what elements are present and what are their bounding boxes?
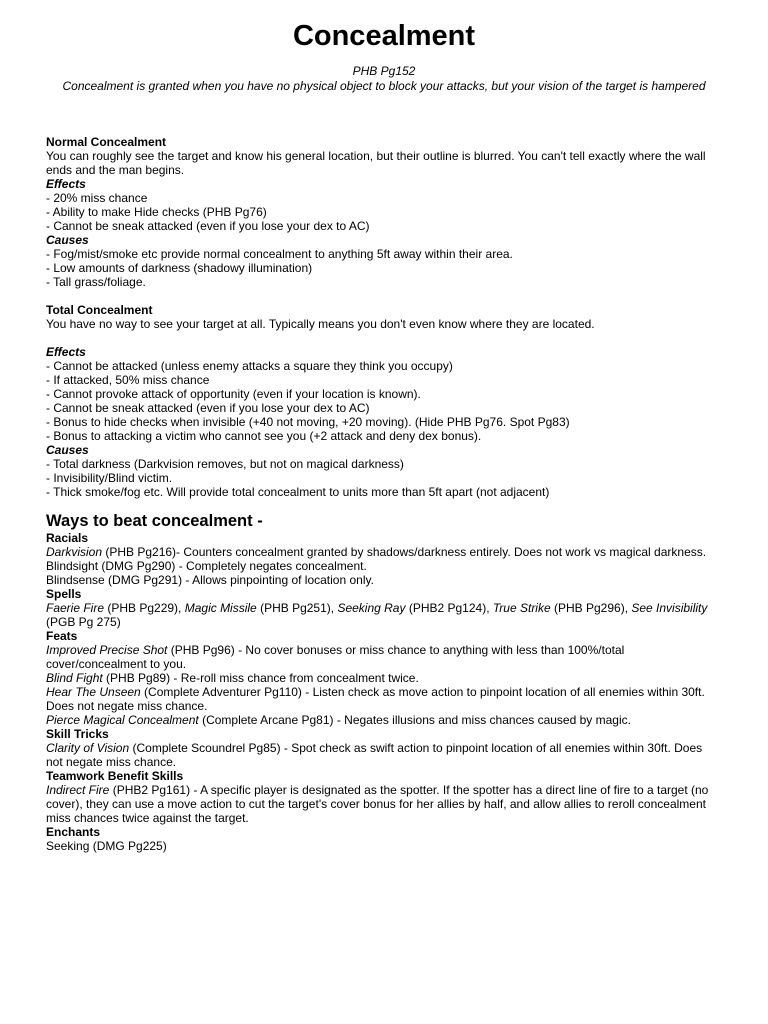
list-item: - Ability to make Hide checks (PHB Pg76) — [46, 205, 267, 219]
normal-causes-heading: Causes — [46, 233, 89, 247]
intro-reference: PHB Pg152 — [352, 64, 416, 78]
feat-name: Blind Fight — [46, 671, 103, 685]
list-item: - Cannot provoke attack of opportunity (even if your location is known). — [46, 387, 421, 401]
total-effects-heading: Effects — [46, 345, 86, 359]
teamwork-heading: Teamwork Benefit Skills — [46, 769, 184, 783]
list-item: - Cannot be attacked (unless enemy attacks a square they think you occupy) — [46, 359, 453, 373]
feat-name: Improved Precise Shot — [46, 643, 168, 657]
darkvision-text: (PHB Pg216)- Counters concealment granted by shadows/darkness entirely. Does not work vs magical darkness. — [102, 545, 707, 559]
darkvision-name: Darkvision — [46, 545, 103, 559]
racial-darkvision — [46, 545, 716, 559]
spell-ref: (PHB Pg229), — [104, 601, 185, 615]
list-item: - Bonus to attacking a victim who cannot see you (+2 attack and deny dex bonus). — [46, 429, 482, 443]
feats-heading: Feats — [46, 629, 78, 643]
teamwork-text: (PHB2 Pg161) - A specific player is designated as the spotter. If the spotter has a direct line of fire to a target (no cover), they can use a move action to cut the target's cover bonus for her allies by half, and allow allies to reroll concealment miss chances twice against the target. — [46, 783, 709, 825]
list-item: - Thick smoke/fog etc. Will provide total concealment to units more than 5ft apart (not adjacent) — [46, 485, 550, 499]
intro-text: Concealment is granted when you have no physical object to block your attacks, but your vision of the target is hampered — [62, 78, 706, 93]
spell-faerie-fire: Faerie Fire — [46, 601, 105, 615]
feat-pierce-magical-concealment — [46, 713, 716, 727]
racial-blindsense: Blindsense (DMG Pg291) - Allows pinpointing of location only. — [46, 573, 374, 587]
skill-trick-name: Clarity of Vision — [46, 741, 130, 755]
list-item: - Invisibility/Blind victim. — [46, 471, 173, 485]
list-item: - Tall grass/foliage. — [46, 275, 146, 289]
feat-blind-fight — [46, 671, 716, 685]
spell-ref: (PHB Pg296), — [550, 601, 632, 615]
enchants-heading: Enchants — [46, 825, 101, 839]
list-item: - Total darkness (Darkvision removes, but not on magical darkness) — [46, 457, 404, 471]
total-concealment-description: You have no way to see your target at all. Typically means you don't even know where they are located. — [46, 317, 595, 331]
total-concealment-heading: Total Concealment — [46, 303, 153, 317]
skill-trick-text: (Complete Scoundrel Pg85) - Spot check as swift action to pinpoint location of all enemies within 30ft. Does not negate miss chance. — [46, 741, 703, 769]
spacer — [46, 289, 716, 303]
racial-blindsight: Blindsight (DMG Pg290) - Completely negates concealment. — [46, 559, 367, 573]
feat-name: Pierce Magical Concealment — [46, 713, 199, 727]
list-item: - If attacked, 50% miss chance — [46, 373, 210, 387]
normal-concealment-heading: Normal Concealment — [46, 135, 167, 149]
spacer — [46, 499, 716, 511]
teamwork-name: Indirect Fire — [46, 783, 110, 797]
spell-ref: (PHB2 Pg124), — [405, 601, 493, 615]
intro-block — [60, 64, 708, 93]
enchant-seeking: Seeking (DMG Pg225) — [46, 839, 167, 853]
list-item: - Fog/mist/smoke etc provide normal concealment to anything 5ft away within their area. — [46, 247, 513, 261]
feat-improved-precise-shot — [46, 643, 716, 671]
racials-heading: Racials — [46, 531, 89, 545]
skill-trick-clarity-of-vision — [46, 741, 716, 769]
list-item: - Low amounts of darkness (shadowy illumination) — [46, 261, 313, 275]
feat-text: (PHB Pg89) - Re-roll miss chance from concealment twice. — [102, 671, 419, 685]
document-body — [46, 135, 716, 853]
normal-effects-heading: Effects — [46, 177, 86, 191]
spell-magic-missile: Magic Missile — [184, 601, 257, 615]
skill-tricks-heading: Skill Tricks — [46, 727, 109, 741]
teamwork-indirect-fire — [46, 783, 716, 825]
feat-name: Hear The Unseen — [46, 685, 141, 699]
feat-text: (PHB Pg96) - No cover bonuses or miss chance to anything with less than 100%/total cover/concealment to you. — [46, 643, 625, 671]
spell-ref: (PGB Pg 275) — [46, 615, 121, 629]
ways-heading: Ways to beat concealment - — [46, 512, 263, 530]
feat-text: (Complete Adventurer Pg110) - Listen check as move action to pinpoint location of all enemies within 30ft. Does not negate miss chance. — [46, 685, 705, 713]
list-item: - Cannot be sneak attacked (even if you lose your dex to AC) — [46, 219, 370, 233]
feat-text: (Complete Arcane Pg81) - Negates illusions and miss chances caused by magic. — [198, 713, 631, 727]
normal-concealment-description: You can roughly see the target and know his general location, but their outline is blurred. You can't tell exactly where the wall ends and the man begins. — [46, 149, 706, 177]
spell-seeking-ray: Seeking Ray — [337, 601, 406, 615]
feat-hear-the-unseen — [46, 685, 716, 713]
list-item: - Bonus to hide checks when invisible (+40 not moving, +20 moving). (Hide PHB Pg76. Spot Pg83) — [46, 415, 570, 429]
spacer — [46, 331, 716, 345]
list-item: - Cannot be sneak attacked (even if you lose your dex to AC) — [46, 401, 370, 415]
spell-true-strike: True Strike — [492, 601, 551, 615]
total-causes-heading: Causes — [46, 443, 89, 457]
spells-list — [46, 601, 716, 629]
spell-ref: (PHB Pg251), — [256, 601, 338, 615]
page-title: Concealment — [292, 20, 476, 52]
spell-see-invisibility: See Invisibility — [631, 601, 708, 615]
list-item: - 20% miss chance — [46, 191, 148, 205]
spells-heading: Spells — [46, 587, 82, 601]
